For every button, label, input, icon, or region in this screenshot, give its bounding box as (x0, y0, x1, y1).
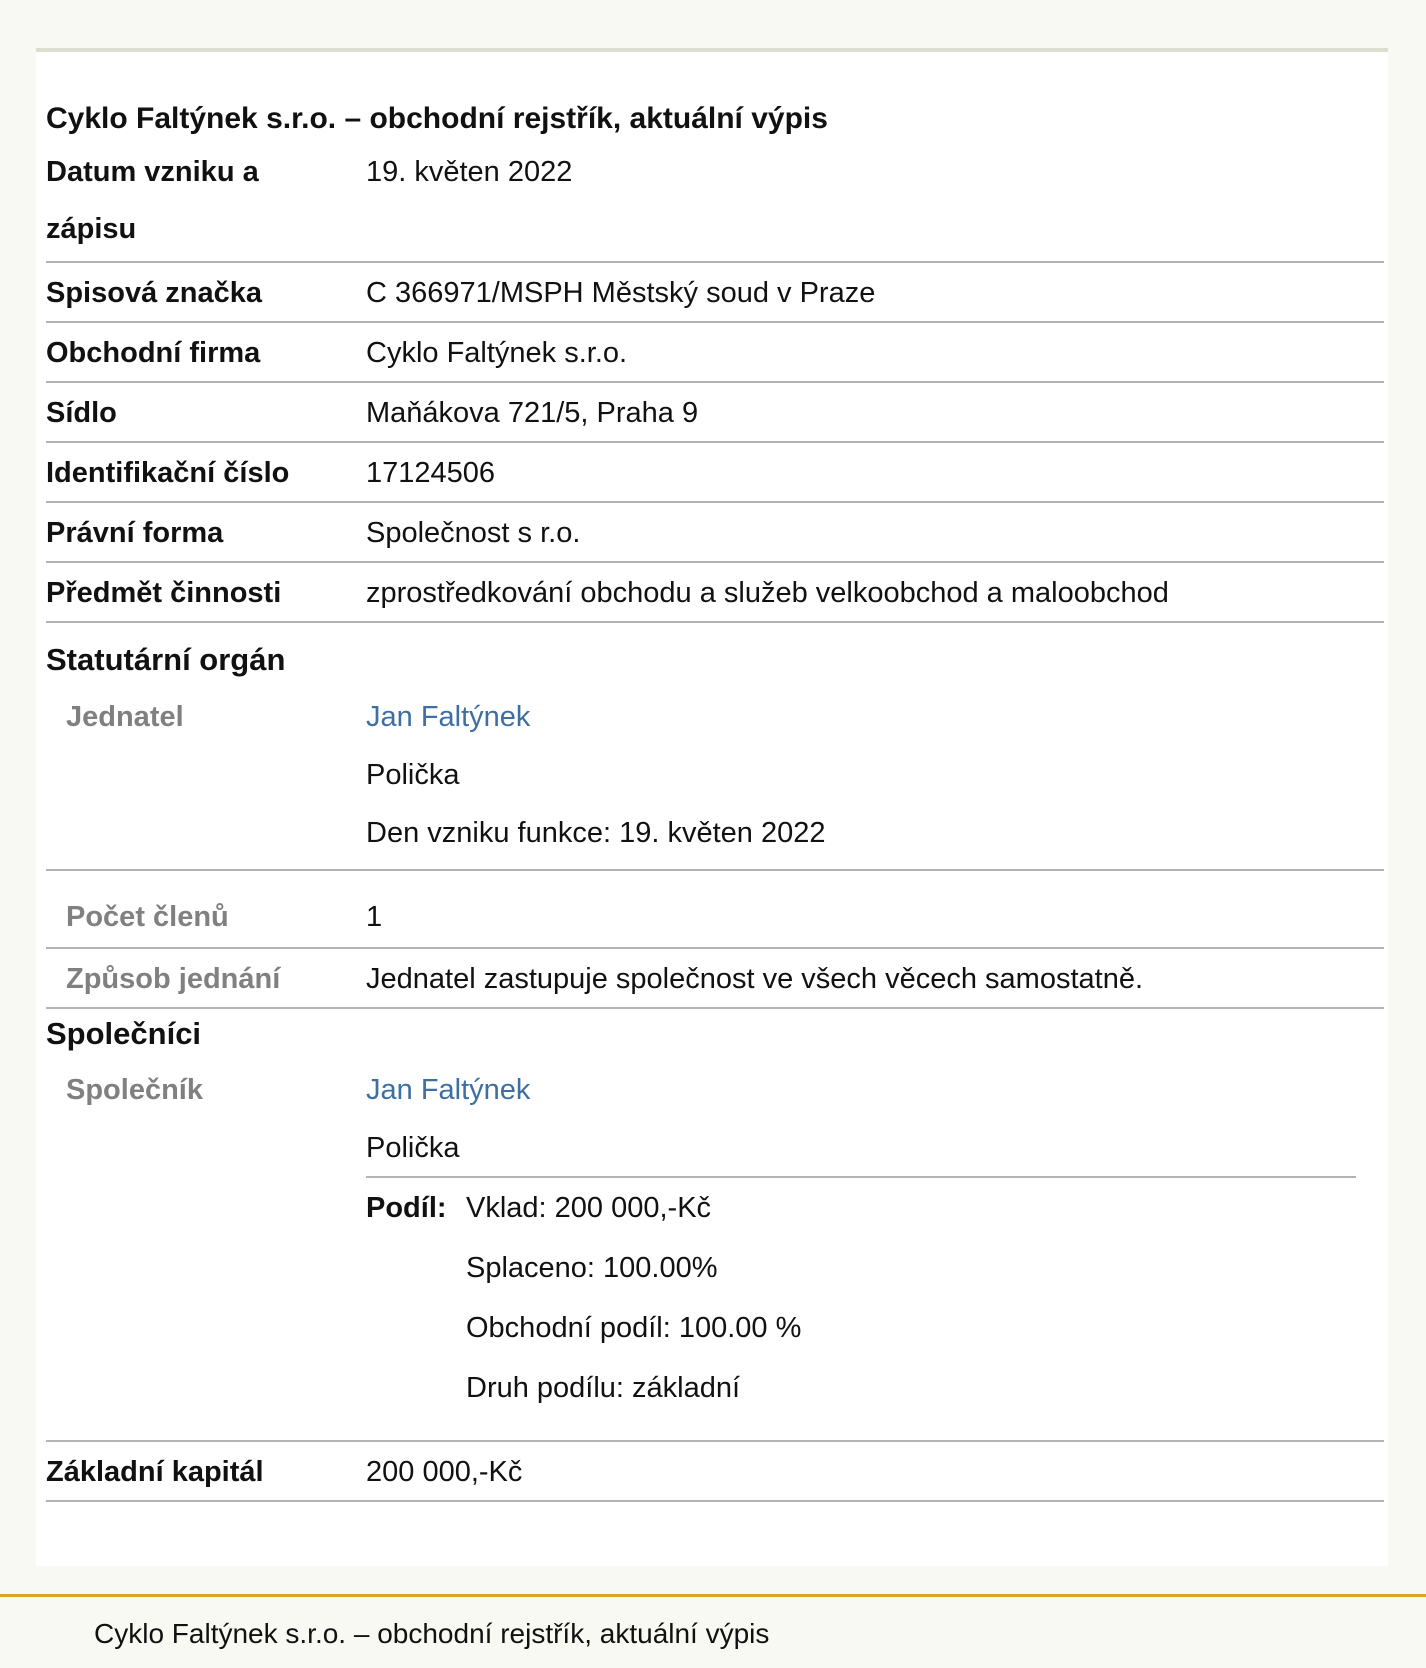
row-spisova-znacka (46, 263, 1384, 323)
predmet-label: Předmět činnosti (46, 577, 282, 609)
spis-label: Spisová značka (46, 277, 262, 309)
row-zpusob-jednani (46, 949, 1384, 1009)
sidlo-value: Maňákova 721/5, Praha 9 (366, 397, 699, 429)
spolecnik-city: Polička (366, 1132, 460, 1164)
spolecnik-label: Společník (66, 1074, 203, 1106)
row-pravni-forma (46, 503, 1384, 563)
forma-value: Společnost s r.o. (366, 517, 581, 549)
podil-label: Podíl: (366, 1192, 447, 1224)
statutarni-heading: Statutární orgán (46, 642, 286, 677)
row-zakladni-kapital (46, 1442, 1384, 1502)
spolecnici-heading: Společníci (46, 1016, 202, 1051)
firma-label: Obchodní firma (46, 337, 261, 369)
kapital-value: 200 000,-Kč (366, 1456, 523, 1488)
spolecnik-name-link[interactable]: Jan Faltýnek (366, 1074, 531, 1106)
pocet-value: 1 (366, 901, 383, 933)
row-obchodni-firma (46, 323, 1384, 383)
podil-obchodni: Obchodní podíl: 100.00 % (466, 1312, 802, 1344)
forma-label: Právní forma (46, 517, 224, 549)
jednatel-den-vzniku: Den vzniku funkce: 19. květen 2022 (366, 817, 826, 849)
datum-value: 19. květen 2022 (366, 156, 573, 188)
row-pocet-clenu (46, 871, 1384, 949)
spis-value: C 366971/MSPH Městský soud v Praze (366, 277, 876, 309)
podil-druh: Druh podílu: základní (466, 1372, 741, 1404)
footer-divider (0, 1594, 1426, 1597)
row-spolecnik (46, 1060, 1384, 1442)
row-predmet-cinnosti (46, 563, 1384, 623)
ico-label: Identifikační číslo (46, 457, 290, 489)
jednatel-city: Polička (366, 759, 460, 791)
pocet-label: Počet členů (66, 901, 229, 933)
podil-splaceno: Splaceno: 100.00% (466, 1252, 718, 1284)
jednatel-name-link[interactable]: Jan Faltýnek (366, 701, 531, 733)
ico-value: 17124506 (366, 457, 496, 489)
page-title: Cyklo Faltýnek s.r.o. – obchodní rejstřík, aktuální výpis (46, 102, 828, 135)
company-card (36, 48, 1388, 1566)
row-ico (46, 443, 1384, 503)
zpusob-value: Jednatel zastupuje společnost ve všech věcech samostatně. (366, 963, 1144, 995)
sidlo-label: Sídlo (46, 397, 117, 429)
jednatel-label: Jednatel (66, 701, 184, 733)
predmet-value: zprostředkování obchodu a služeb velkoobchod a maloobchod (366, 577, 1169, 609)
datum-label: Datum vzniku a zápisu (46, 156, 259, 245)
footer-title: Cyklo Faltýnek s.r.o. – obchodní rejstřík, aktuální výpis (94, 1618, 770, 1649)
podil-vklad: Vklad: 200 000,-Kč (466, 1192, 712, 1224)
zpusob-label: Způsob jednání (66, 963, 281, 995)
row-sidlo (46, 383, 1384, 443)
row-datum (46, 144, 1384, 263)
row-jednatel (46, 687, 1384, 871)
firma-value: Cyklo Faltýnek s.r.o. (366, 337, 628, 369)
kapital-label: Základní kapitál (46, 1456, 264, 1488)
